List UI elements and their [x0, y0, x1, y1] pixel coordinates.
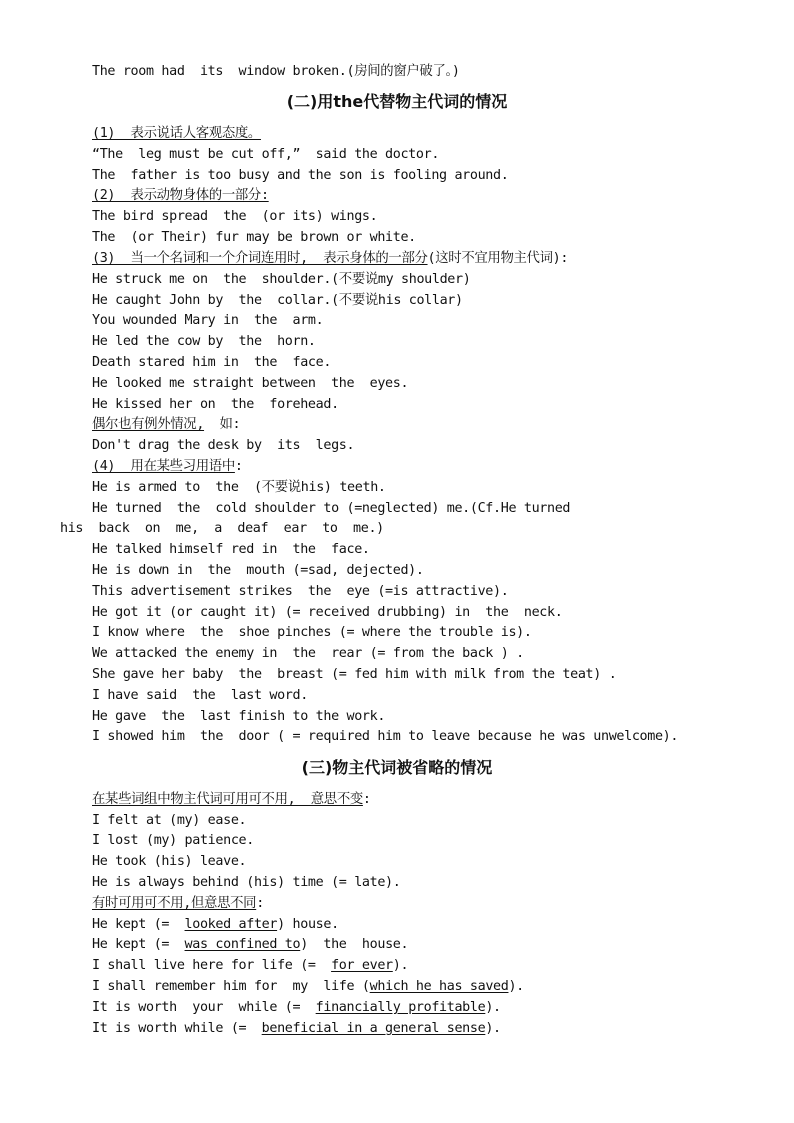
subsection-heading: [92, 790, 371, 810]
text-span: He kept (=: [92, 917, 185, 932]
text-line: [92, 977, 524, 997]
text-line-continuation: his back on me, a deaf ear to me.): [60, 521, 384, 536]
text-line: I showed him the door ( = required him to leave because he was unwelcome).: [92, 729, 679, 744]
section-heading-3: (三)物主代词被省略的情况: [301, 758, 493, 777]
text-line: He caught John by the collar.(不要说his collar): [92, 293, 463, 308]
text-line: She gave her baby the breast (= fed him with milk from the teat) .: [92, 667, 617, 682]
text-line: He is always behind (his) time (= late).: [92, 875, 401, 890]
section-heading-2: (二)用the代替物主代词的情况: [286, 92, 508, 111]
text-line: He gave the last finish to the work.: [92, 709, 386, 724]
text-line: Don't drag the desk by its legs.: [92, 438, 355, 453]
underlined-text: 偶尔也有例外情况,: [92, 417, 205, 432]
text-line: You wounded Mary in the arm.: [92, 313, 324, 328]
text-line: [92, 1019, 501, 1039]
underlined-text: (4) 用在某些习用语中: [92, 459, 235, 474]
text-line: [92, 915, 339, 935]
text-line: He looked me straight between the eyes.: [92, 376, 409, 391]
underlined-text: beneficial in a general sense: [261, 1021, 486, 1036]
text-line: I felt at (my) ease.: [92, 813, 247, 828]
text-line: This advertisement strikes the eye (=is attractive).: [92, 584, 509, 599]
text-line: [92, 998, 501, 1018]
text-line: He is armed to the (不要说his) teeth.: [92, 480, 386, 495]
text-line: He kissed her on the forehead.: [92, 397, 339, 412]
text-span: It is worth your while (=: [92, 1000, 316, 1015]
text-span: I shall live here for life (=: [92, 958, 332, 973]
underlined-text: was confined to: [184, 937, 301, 952]
text-span: ).: [392, 958, 409, 973]
underlined-text: (1) 表示说话人客观态度。: [92, 126, 261, 141]
text-line: Death stared him in the face.: [92, 355, 332, 370]
underlined-text: 在某些词组中物主代词可用可不用, 意思不变: [92, 792, 363, 807]
text-line: We attacked the enemy in the rear (= from the back ) .: [92, 646, 524, 661]
text-line: [92, 935, 408, 955]
text-line: He is down in the mouth (=sad, dejected).: [92, 563, 424, 578]
text-line: He struck me on the shoulder.(不要说my shoulder): [92, 272, 471, 287]
text-line: I know where the shoe pinches (= where the trouble is).: [92, 625, 532, 640]
text-line: I lost (my) patience.: [92, 833, 254, 848]
underlined-text: 有时可用可不用,但意思不同: [92, 896, 257, 911]
text-span: :: [256, 896, 264, 911]
underlined-text: looked after: [184, 917, 278, 932]
text-span: He kept (=: [92, 937, 185, 952]
text-line: He talked himself red in the face.: [92, 542, 370, 557]
subsection-heading: [92, 124, 261, 144]
text-span: ) the house.: [300, 937, 409, 952]
text-span: 如:: [204, 417, 241, 432]
subsection-heading: [92, 249, 568, 269]
text-line: “The leg must be cut off,” said the doctor.: [92, 147, 440, 162]
text-span: (这时不宜用物主代词):: [427, 251, 569, 266]
text-span: ).: [508, 979, 524, 994]
text-span: ).: [485, 1021, 501, 1036]
text-line: I have said the last word.: [92, 688, 308, 703]
text-span: ).: [485, 1000, 501, 1015]
underlined-text: (2) 表示动物身体的一部分:: [92, 188, 269, 203]
text-span: I shall remember him for my life (: [92, 979, 370, 994]
text-line: The (or Their) fur may be brown or white.: [92, 230, 416, 245]
text-span: :: [234, 459, 243, 474]
text-line: He took (his) leave.: [92, 854, 247, 869]
subsection-heading: [92, 457, 243, 477]
underlined-text: (3) 当一个名词和一个介词连用时, 表示身体的一部分: [92, 251, 428, 266]
underlined-text: for ever: [331, 958, 393, 973]
text-line: [92, 956, 408, 976]
underlined-text: which he has saved: [369, 979, 509, 994]
text-span: It is worth while (=: [92, 1021, 262, 1036]
text-line: The room had its window broken.(房间的窗户破了。): [92, 64, 460, 79]
subsection-heading: [92, 415, 240, 435]
text-line: The father is too busy and the son is fooling around.: [92, 168, 509, 183]
text-span: ) house.: [277, 917, 339, 932]
text-line: The bird spread the (or its) wings.: [92, 209, 378, 224]
subsection-heading: [92, 186, 269, 206]
subsection-heading: [92, 894, 264, 914]
underlined-text: financially profitable: [315, 1000, 486, 1015]
text-line: He led the cow by the horn.: [92, 334, 316, 349]
text-line: He got it (or caught it) (= received drubbing) in the neck.: [92, 605, 563, 620]
text-line: He turned the cold shoulder to (=neglected) me.(Cf.He turned: [92, 501, 571, 516]
text-span: :: [362, 792, 371, 807]
